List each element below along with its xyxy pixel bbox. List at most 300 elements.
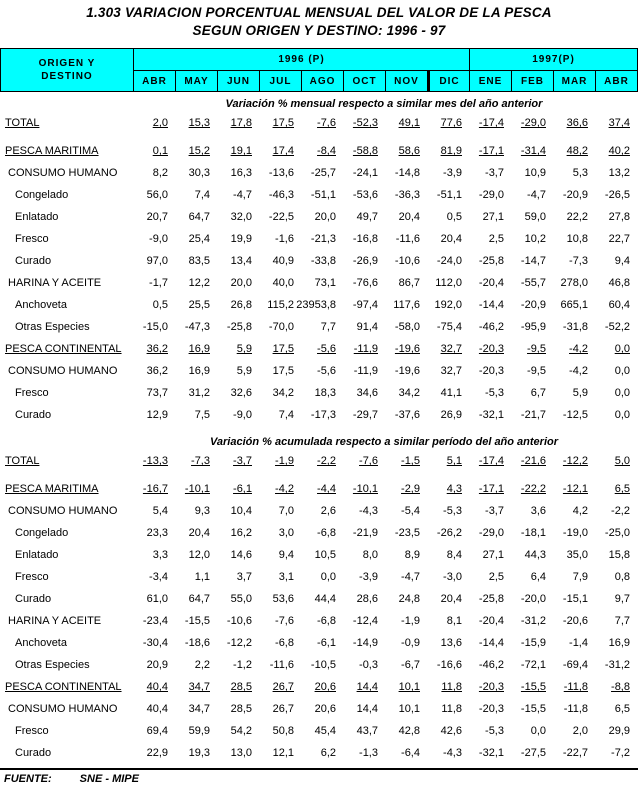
value-cell bbox=[468, 117, 510, 129]
table-row bbox=[0, 140, 638, 162]
value-text: -18,1 bbox=[520, 527, 546, 539]
row-label: CONSUMO HUMANO bbox=[8, 365, 118, 377]
value-text: 40,4 bbox=[146, 703, 168, 715]
row-label: CONSUMO HUMANO bbox=[8, 703, 118, 715]
value-cell bbox=[594, 725, 636, 737]
value-text: -32,1 bbox=[478, 747, 504, 759]
value-cell bbox=[552, 593, 594, 605]
value-text: 12,9 bbox=[146, 409, 168, 421]
value-text: -20,4 bbox=[478, 277, 504, 289]
value-text: 55,0 bbox=[230, 593, 252, 605]
value-text: 4,2 bbox=[572, 505, 588, 517]
value-cell bbox=[258, 409, 300, 421]
value-text: 36,2 bbox=[146, 343, 168, 355]
value-cell bbox=[132, 505, 174, 517]
value-text: 8,0 bbox=[362, 549, 378, 561]
value-text: -58,0 bbox=[394, 321, 420, 333]
row-label: Fresco bbox=[15, 233, 49, 245]
value-cell bbox=[174, 277, 216, 289]
value-text: 2,5 bbox=[488, 233, 504, 245]
value-text: 34,2 bbox=[398, 387, 420, 399]
value-cell bbox=[174, 549, 216, 561]
value-cell bbox=[258, 343, 300, 355]
value-cell bbox=[258, 593, 300, 605]
value-cell bbox=[594, 637, 636, 649]
value-text: -20,3 bbox=[478, 365, 504, 377]
value-cell bbox=[552, 117, 594, 129]
value-cell bbox=[174, 527, 216, 539]
value-text: -19,6 bbox=[394, 343, 420, 355]
value-text: 3,6 bbox=[530, 505, 546, 517]
value-cell bbox=[468, 571, 510, 583]
value-cell bbox=[468, 255, 510, 267]
table-row bbox=[0, 250, 638, 272]
value-cell bbox=[216, 277, 258, 289]
value-text: -29,0 bbox=[520, 117, 546, 129]
value-text: -1,6 bbox=[275, 233, 294, 245]
value-text: -3,7 bbox=[233, 455, 252, 467]
value-text: 28,5 bbox=[230, 703, 252, 715]
value-text: 13,4 bbox=[230, 255, 252, 267]
value-text: 20,7 bbox=[146, 211, 168, 223]
value-cell bbox=[258, 189, 300, 201]
value-text: -7,6 bbox=[317, 117, 336, 129]
value-cell bbox=[426, 277, 468, 289]
value-text: -20,9 bbox=[562, 189, 588, 201]
value-text: 7,7 bbox=[320, 321, 336, 333]
value-cell bbox=[468, 189, 510, 201]
value-cell bbox=[468, 365, 510, 377]
value-text: 5,4 bbox=[152, 505, 168, 517]
value-text: -21,6 bbox=[520, 455, 546, 467]
value-cell bbox=[594, 365, 636, 377]
value-text: -11,9 bbox=[353, 365, 378, 377]
value-cell bbox=[594, 321, 636, 333]
value-text: -4,7 bbox=[401, 571, 420, 583]
value-cell bbox=[594, 409, 636, 421]
value-cell bbox=[594, 455, 636, 467]
value-cell bbox=[174, 725, 216, 737]
value-text: -4,2 bbox=[569, 343, 588, 355]
value-cell bbox=[300, 189, 342, 201]
value-text: -21,7 bbox=[520, 409, 546, 421]
value-cell bbox=[384, 615, 426, 627]
value-cell bbox=[216, 167, 258, 179]
value-cell bbox=[342, 189, 384, 201]
value-cell bbox=[594, 747, 636, 759]
value-text: 0,1 bbox=[152, 145, 168, 157]
value-text: -29,7 bbox=[352, 409, 378, 421]
value-cell bbox=[258, 277, 300, 289]
value-text: 22,2 bbox=[566, 211, 588, 223]
month-header-ago96: AGO bbox=[301, 70, 343, 91]
value-cell bbox=[552, 189, 594, 201]
value-cell bbox=[468, 615, 510, 627]
value-cell bbox=[132, 277, 174, 289]
value-text: 3,1 bbox=[278, 571, 294, 583]
value-cell bbox=[300, 277, 342, 289]
value-text: 27,8 bbox=[608, 211, 630, 223]
value-cell bbox=[510, 549, 552, 561]
value-text: -15,0 bbox=[142, 321, 168, 333]
row-label: Otras Especies bbox=[15, 659, 90, 671]
value-cell bbox=[132, 299, 174, 311]
value-text: -5,4 bbox=[401, 505, 420, 517]
value-text: -26,2 bbox=[436, 527, 462, 539]
value-text: -10,6 bbox=[394, 255, 420, 267]
value-text: -31,2 bbox=[520, 615, 546, 627]
value-text: 12,2 bbox=[188, 277, 210, 289]
value-text: 6,4 bbox=[530, 571, 546, 583]
value-cell bbox=[552, 299, 594, 311]
value-cell bbox=[426, 681, 468, 693]
value-text: 10,2 bbox=[524, 233, 546, 245]
value-cell bbox=[468, 637, 510, 649]
value-cell bbox=[174, 483, 216, 495]
value-cell bbox=[132, 571, 174, 583]
value-cell bbox=[552, 233, 594, 245]
value-cell bbox=[258, 703, 300, 715]
value-cell bbox=[174, 703, 216, 715]
value-text: -17,4 bbox=[478, 455, 504, 467]
value-cell bbox=[594, 299, 636, 311]
value-cell bbox=[510, 703, 552, 715]
value-cell bbox=[174, 145, 216, 157]
value-cell bbox=[384, 365, 426, 377]
value-text: -25,0 bbox=[604, 527, 630, 539]
value-cell bbox=[384, 747, 426, 759]
value-cell bbox=[510, 233, 552, 245]
row-label: PESCA MARITIMA bbox=[5, 483, 99, 495]
value-text: 3,7 bbox=[236, 571, 252, 583]
value-cell bbox=[468, 681, 510, 693]
value-text: -17,1 bbox=[478, 145, 504, 157]
value-cell bbox=[132, 387, 174, 399]
value-text: 2,2 bbox=[194, 659, 210, 671]
value-text: -14,8 bbox=[394, 167, 420, 179]
value-cell bbox=[132, 117, 174, 129]
row-label: Anchoveta bbox=[15, 299, 67, 311]
value-text: -11,8 bbox=[563, 703, 588, 715]
value-text: -12,1 bbox=[562, 483, 588, 495]
value-text: 13,2 bbox=[608, 167, 630, 179]
value-text: -12,4 bbox=[352, 615, 378, 627]
value-cell bbox=[258, 233, 300, 245]
value-cell bbox=[426, 659, 468, 671]
value-cell bbox=[384, 505, 426, 517]
value-cell bbox=[132, 703, 174, 715]
value-text: 28,5 bbox=[230, 681, 252, 693]
value-cell bbox=[510, 593, 552, 605]
value-cell bbox=[342, 747, 384, 759]
value-text: -12,2 bbox=[562, 455, 588, 467]
value-text: 25,4 bbox=[188, 233, 210, 245]
value-text: -26,5 bbox=[604, 189, 630, 201]
table-row bbox=[0, 588, 638, 610]
value-cell bbox=[384, 571, 426, 583]
value-cell bbox=[426, 637, 468, 649]
value-cell bbox=[174, 409, 216, 421]
value-text: 6,5 bbox=[614, 483, 630, 495]
value-text: 73,7 bbox=[146, 387, 168, 399]
value-text: -9,0 bbox=[233, 409, 252, 421]
value-text: 117,6 bbox=[393, 299, 420, 311]
value-text: -9,5 bbox=[527, 343, 546, 355]
value-cell bbox=[552, 571, 594, 583]
value-cell bbox=[384, 637, 426, 649]
table-row bbox=[0, 698, 638, 720]
value-cell bbox=[216, 527, 258, 539]
value-cell bbox=[468, 703, 510, 715]
value-text: -14,4 bbox=[478, 637, 504, 649]
value-text: 56,0 bbox=[146, 189, 168, 201]
month-header-jun96: JUN bbox=[217, 70, 259, 91]
value-cell bbox=[300, 505, 342, 517]
value-cell bbox=[468, 747, 510, 759]
value-cell bbox=[426, 321, 468, 333]
value-cell bbox=[594, 211, 636, 223]
value-cell bbox=[342, 593, 384, 605]
value-cell bbox=[216, 117, 258, 129]
value-text: 13,0 bbox=[230, 747, 252, 759]
value-cell bbox=[132, 483, 174, 495]
table-row bbox=[0, 316, 638, 338]
value-text: -52,2 bbox=[604, 321, 630, 333]
value-text: 20,4 bbox=[440, 233, 462, 245]
value-cell bbox=[132, 615, 174, 627]
value-cell bbox=[552, 365, 594, 377]
value-text: 40,2 bbox=[608, 145, 630, 157]
value-cell bbox=[426, 527, 468, 539]
value-cell bbox=[342, 299, 384, 311]
value-text: 23953,8 bbox=[296, 299, 336, 311]
value-text: 0,0 bbox=[614, 365, 630, 377]
value-text: 49,7 bbox=[356, 211, 378, 223]
value-cell bbox=[132, 455, 174, 467]
value-cell bbox=[552, 703, 594, 715]
value-cell bbox=[594, 549, 636, 561]
value-text: 32,0 bbox=[230, 211, 252, 223]
value-text: 4,3 bbox=[446, 483, 462, 495]
value-cell bbox=[216, 483, 258, 495]
origin-destino-header bbox=[1, 49, 133, 91]
value-text: 34,7 bbox=[188, 681, 210, 693]
value-cell bbox=[216, 211, 258, 223]
value-text: 20,4 bbox=[440, 593, 462, 605]
value-text: -4,7 bbox=[527, 189, 546, 201]
value-text: -29,0 bbox=[478, 189, 504, 201]
value-cell bbox=[468, 277, 510, 289]
value-text: -4,3 bbox=[359, 505, 378, 517]
row-label: PESCA MARITIMA bbox=[5, 145, 99, 157]
row-label: TOTAL bbox=[5, 117, 40, 129]
value-text: 14,6 bbox=[230, 549, 252, 561]
value-text: 7,7 bbox=[614, 615, 630, 627]
value-text: 73,1 bbox=[314, 277, 336, 289]
value-text: 0,5 bbox=[152, 299, 168, 311]
value-text: -9,0 bbox=[149, 233, 168, 245]
value-cell bbox=[384, 321, 426, 333]
value-cell bbox=[594, 615, 636, 627]
value-cell bbox=[258, 483, 300, 495]
value-text: 36,6 bbox=[566, 117, 588, 129]
value-cell bbox=[300, 409, 342, 421]
value-text: -4,4 bbox=[317, 483, 336, 495]
value-cell bbox=[174, 343, 216, 355]
value-cell bbox=[510, 343, 552, 355]
value-cell bbox=[510, 299, 552, 311]
value-text: -3,7 bbox=[485, 167, 504, 179]
value-text: 15,3 bbox=[188, 117, 210, 129]
value-cell bbox=[342, 321, 384, 333]
value-cell bbox=[384, 409, 426, 421]
month-header-abr96: ABR bbox=[133, 70, 175, 91]
value-text: -58,8 bbox=[352, 145, 378, 157]
value-cell bbox=[594, 277, 636, 289]
value-text: -7,3 bbox=[569, 255, 588, 267]
value-text: 665,1 bbox=[560, 299, 588, 311]
value-cell bbox=[342, 703, 384, 715]
value-cell bbox=[258, 681, 300, 693]
value-cell bbox=[384, 703, 426, 715]
value-text: 2,6 bbox=[320, 505, 336, 517]
value-cell bbox=[384, 527, 426, 539]
value-text: -32,1 bbox=[478, 409, 504, 421]
value-text: 8,9 bbox=[404, 549, 420, 561]
value-text: 3,0 bbox=[278, 527, 294, 539]
value-cell bbox=[594, 681, 636, 693]
value-text: 30,3 bbox=[188, 167, 210, 179]
value-text: 20,6 bbox=[314, 681, 336, 693]
value-text: 20,4 bbox=[398, 211, 420, 223]
value-text: -72,1 bbox=[520, 659, 546, 671]
value-cell bbox=[426, 455, 468, 467]
value-text: -37,6 bbox=[394, 409, 420, 421]
table-row bbox=[0, 382, 638, 404]
page-title bbox=[0, 4, 638, 40]
row-label: PESCA CONTINENTAL bbox=[5, 681, 122, 693]
value-text: 59,0 bbox=[524, 211, 546, 223]
value-cell bbox=[300, 615, 342, 627]
value-text: -17,3 bbox=[310, 409, 336, 421]
value-text: 23,3 bbox=[146, 527, 168, 539]
value-cell bbox=[216, 233, 258, 245]
value-text: -17,1 bbox=[478, 483, 504, 495]
table-row bbox=[0, 522, 638, 544]
value-cell bbox=[174, 117, 216, 129]
value-cell bbox=[342, 549, 384, 561]
month-header-may96: MAY bbox=[175, 70, 217, 91]
value-cell bbox=[552, 747, 594, 759]
value-cell bbox=[300, 211, 342, 223]
value-cell bbox=[216, 387, 258, 399]
value-cell bbox=[132, 321, 174, 333]
value-text: -31,2 bbox=[604, 659, 630, 671]
value-text: 13,6 bbox=[440, 637, 462, 649]
value-cell bbox=[300, 637, 342, 649]
value-text: -26,9 bbox=[352, 255, 378, 267]
value-cell bbox=[426, 211, 468, 223]
value-cell bbox=[552, 277, 594, 289]
value-text: 6,5 bbox=[614, 703, 630, 715]
value-cell bbox=[174, 659, 216, 671]
value-text: 7,9 bbox=[572, 571, 588, 583]
value-text: 8,1 bbox=[446, 615, 462, 627]
value-text: 2,0 bbox=[152, 117, 168, 129]
table-row bbox=[0, 450, 638, 472]
value-text: -52,3 bbox=[352, 117, 378, 129]
value-cell bbox=[216, 571, 258, 583]
value-text: -1,2 bbox=[233, 659, 252, 671]
value-text: 7,4 bbox=[278, 409, 294, 421]
row-label: Fresco bbox=[15, 725, 49, 737]
value-cell bbox=[594, 483, 636, 495]
value-text: -23,4 bbox=[142, 615, 168, 627]
value-text: 17,4 bbox=[272, 145, 294, 157]
value-text: -10,1 bbox=[352, 483, 378, 495]
table-row bbox=[0, 228, 638, 250]
value-cell bbox=[132, 343, 174, 355]
value-text: -15,1 bbox=[562, 593, 588, 605]
value-cell bbox=[300, 725, 342, 737]
value-cell bbox=[300, 455, 342, 467]
value-cell bbox=[510, 365, 552, 377]
value-text: 61,0 bbox=[146, 593, 168, 605]
value-cell bbox=[342, 387, 384, 399]
origin-line-1: ORIGEN Y bbox=[38, 58, 96, 69]
row-label: Fresco bbox=[15, 387, 49, 399]
value-text: 25,5 bbox=[188, 299, 210, 311]
value-cell bbox=[174, 681, 216, 693]
value-cell bbox=[510, 255, 552, 267]
row-label: Enlatado bbox=[15, 211, 59, 223]
value-cell bbox=[468, 145, 510, 157]
value-text: -36,3 bbox=[394, 189, 420, 201]
value-text: 6,2 bbox=[320, 747, 336, 759]
value-cell bbox=[426, 409, 468, 421]
value-cell bbox=[468, 299, 510, 311]
value-text: -21,9 bbox=[352, 527, 378, 539]
value-text: -20,6 bbox=[562, 615, 588, 627]
month-header-nov96: NOV bbox=[385, 70, 427, 91]
value-cell bbox=[384, 233, 426, 245]
value-text: -14,4 bbox=[478, 299, 504, 311]
value-cell bbox=[510, 409, 552, 421]
value-cell bbox=[384, 549, 426, 561]
value-cell bbox=[258, 117, 300, 129]
value-cell bbox=[552, 505, 594, 517]
value-text: -15,5 bbox=[184, 615, 210, 627]
value-text: -24,1 bbox=[352, 167, 378, 179]
value-cell bbox=[552, 167, 594, 179]
value-cell bbox=[132, 549, 174, 561]
value-cell bbox=[258, 167, 300, 179]
table-row bbox=[0, 566, 638, 588]
value-cell bbox=[174, 211, 216, 223]
value-cell bbox=[342, 483, 384, 495]
value-cell bbox=[426, 299, 468, 311]
value-cell bbox=[510, 681, 552, 693]
value-cell bbox=[510, 387, 552, 399]
value-text: 2,0 bbox=[572, 725, 588, 737]
value-text: -0,3 bbox=[359, 659, 378, 671]
row-label: HARINA Y ACEITE bbox=[8, 615, 102, 627]
value-text: 10,1 bbox=[398, 681, 420, 693]
value-text: -16,7 bbox=[142, 483, 168, 495]
value-text: -6,7 bbox=[401, 659, 420, 671]
value-text: 20,6 bbox=[314, 703, 336, 715]
value-text: -20,9 bbox=[520, 299, 546, 311]
